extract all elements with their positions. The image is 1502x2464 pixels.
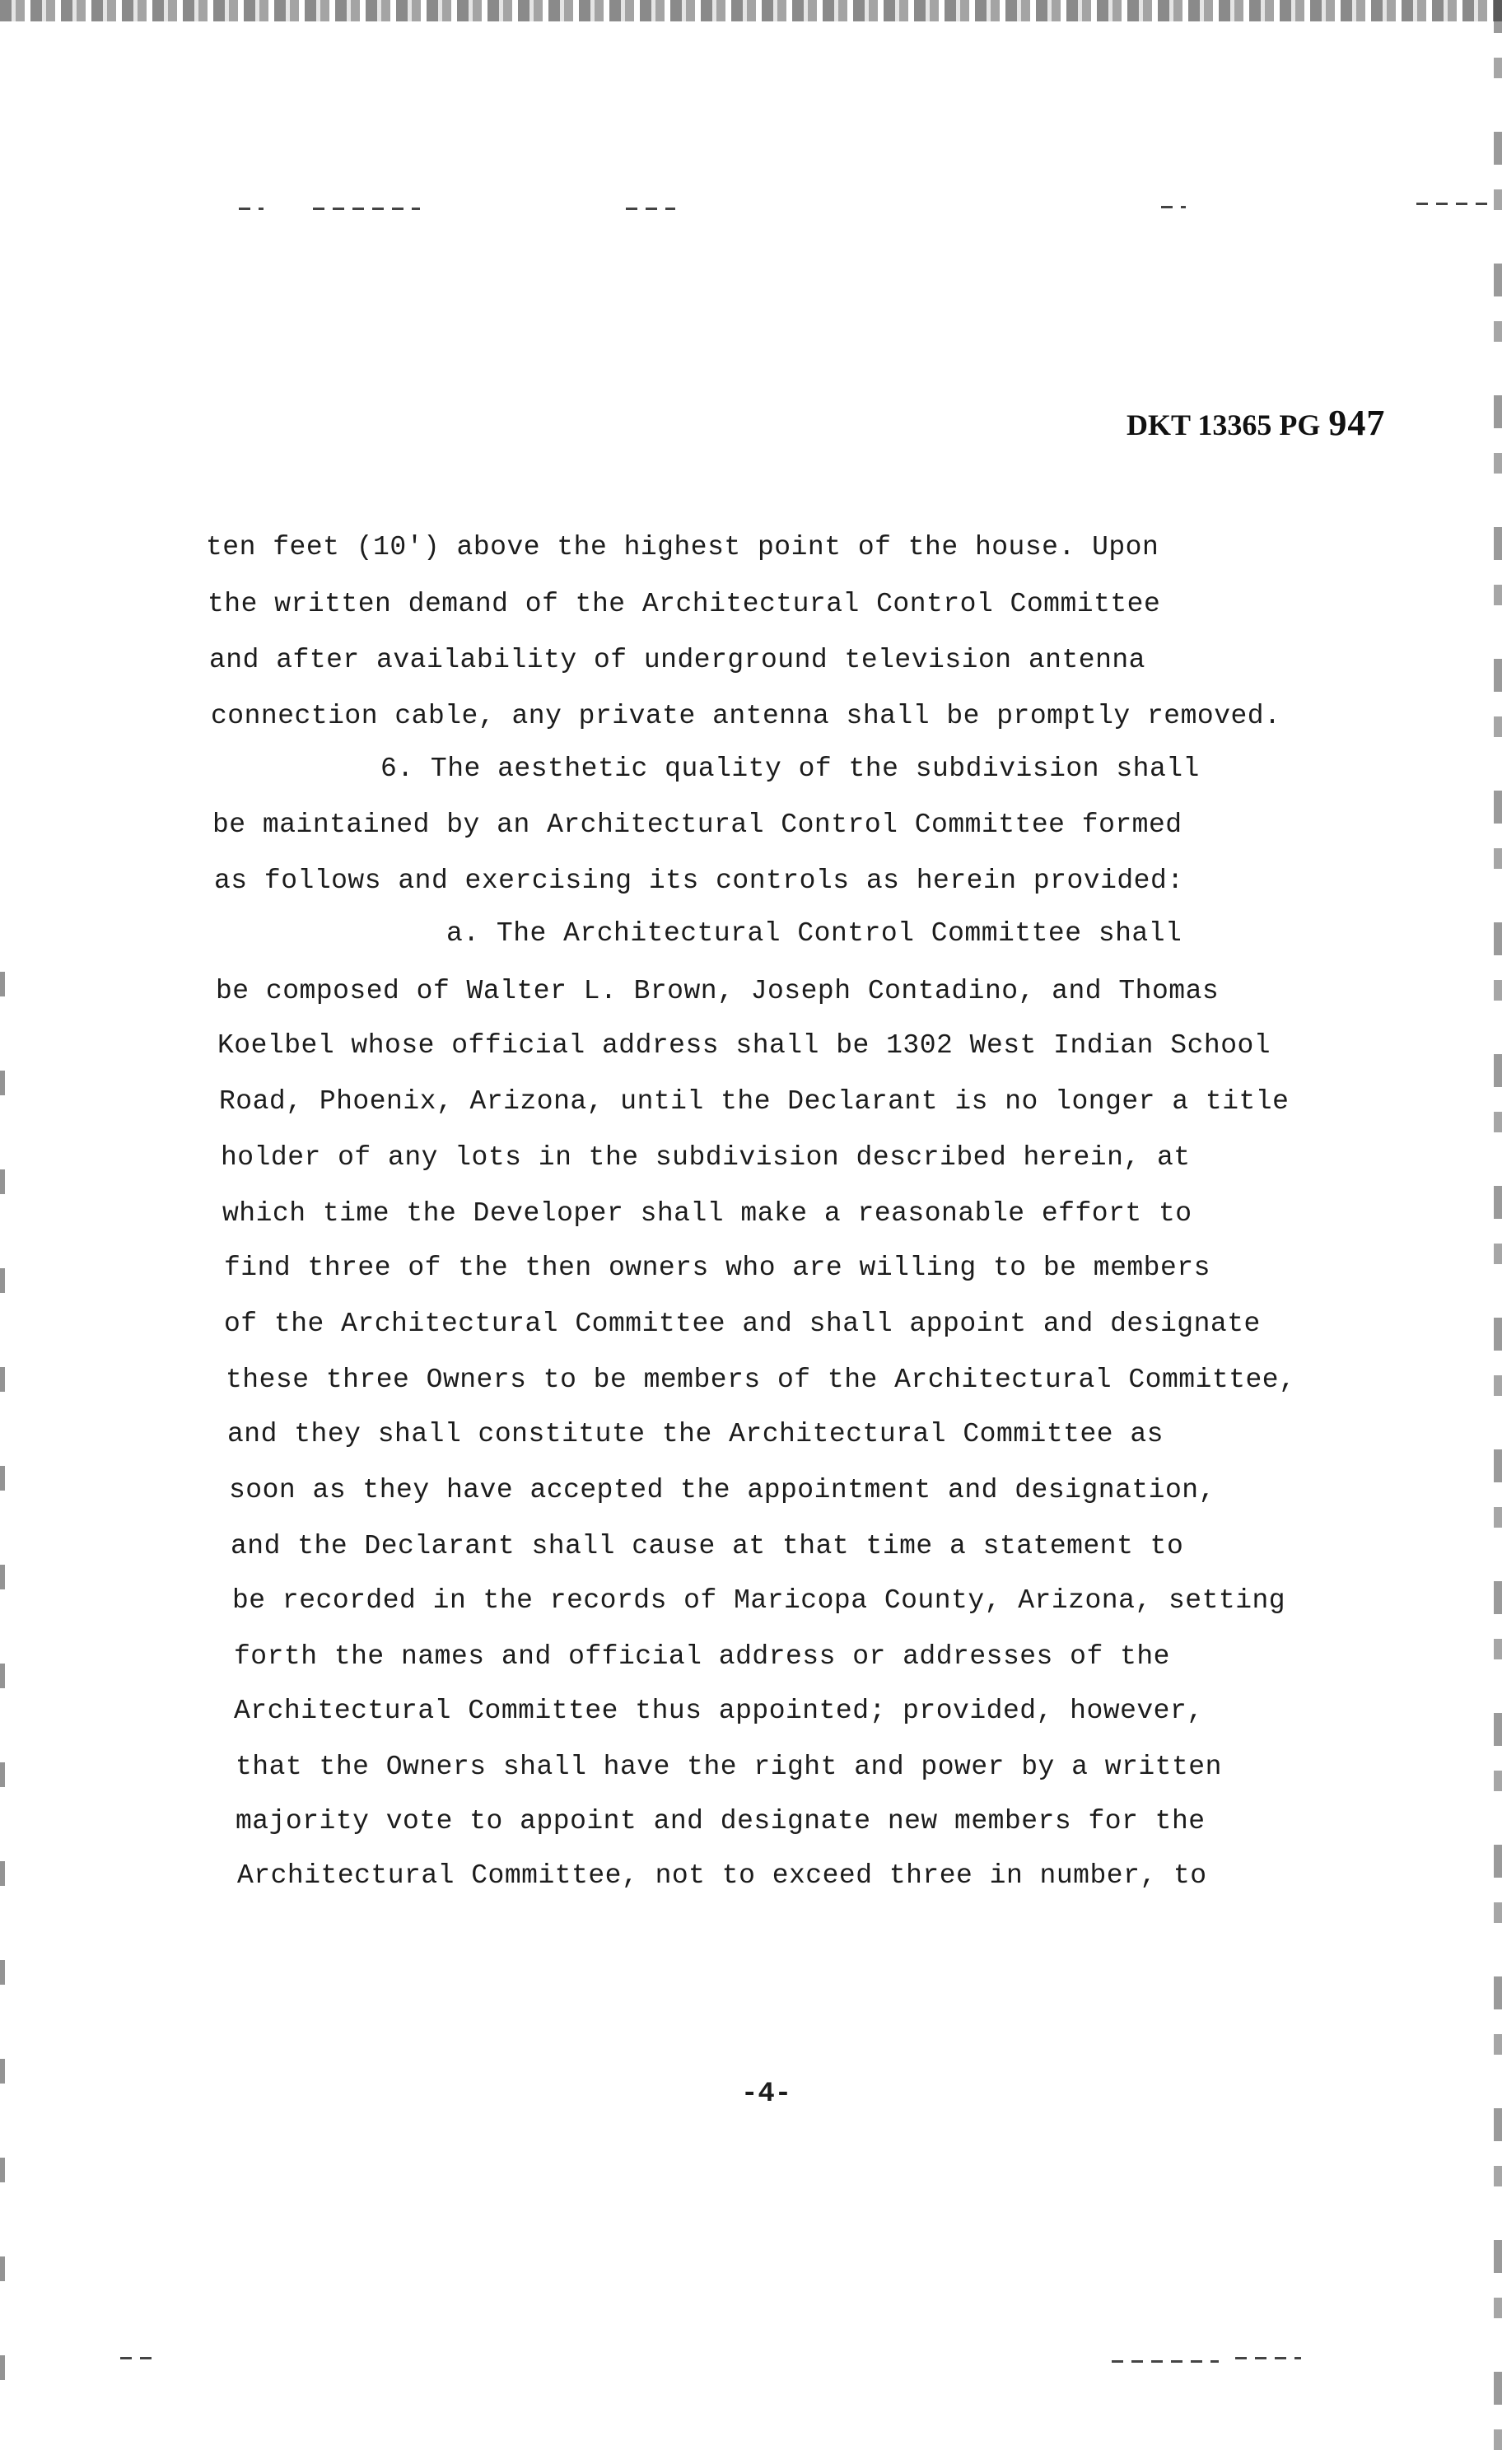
text-line: soon as they have accepted the appointment and designation,: [229, 1475, 1215, 1505]
book-code: DKT 13365 PG: [1126, 408, 1321, 441]
text-line: majority vote to appoint and designate new members for the: [236, 1806, 1206, 1836]
scan-artifact-dash: [1235, 2357, 1301, 2359]
text-line: be recorded in the records of Maricopa County, Arizona, setting: [232, 1585, 1286, 1616]
book-page-number: 947: [1328, 403, 1386, 443]
text-line: and after availability of underground television antenna: [209, 645, 1145, 675]
book-page-reference: [1126, 402, 1385, 444]
text-line: connection cable, any private antenna shall be promptly removed.: [211, 701, 1281, 731]
text-line: which time the Developer shall make a reasonable effort to: [222, 1198, 1192, 1229]
text-line: be composed of Walter L. Brown, Joseph Contadino, and Thomas: [216, 976, 1220, 1006]
text-line: holder of any lots in the subdivision described herein, at: [221, 1142, 1191, 1173]
scan-artifact-dash: [1112, 2360, 1219, 2363]
page-number: -4-: [741, 2079, 792, 2110]
text-line: a. The Architectural Control Committee shall: [446, 918, 1182, 949]
scan-artifact-dash: [120, 2357, 153, 2359]
text-line: be maintained by an Architectural Control Committee formed: [212, 810, 1182, 840]
text-line: and the Declarant shall cause at that time a statement to: [231, 1531, 1184, 1561]
text-line: Architectural Committee thus appointed; provided, however,: [234, 1696, 1204, 1726]
text-line: and they shall constitute the Architectural Committee as: [227, 1419, 1164, 1449]
scan-artifact-dash: [313, 208, 420, 210]
text-line: Architectural Committee, not to exceed three in number, to: [237, 1860, 1207, 1891]
scan-edge-right: [1494, 0, 1502, 2464]
scan-edge-top: [0, 0, 1502, 21]
text-line: Koelbel whose official address shall be 1302 West Indian School: [217, 1030, 1271, 1061]
text-line: these three Owners to be members of the Architectural Committee,: [226, 1365, 1296, 1395]
text-line: that the Owners shall have the right and power by a written: [236, 1752, 1222, 1782]
scan-edge-left: [0, 972, 5, 2454]
text-line: ten feet (10') above the highest point of the house. Upon: [206, 532, 1159, 562]
text-line: Road, Phoenix, Arizona, until the Declarant is no longer a title: [219, 1086, 1290, 1117]
scan-artifact-dash: [626, 208, 675, 210]
scan-artifact-dash: [1416, 203, 1490, 205]
text-line: forth the names and official address or addresses of the: [234, 1641, 1170, 1672]
scan-artifact-dash: [239, 208, 264, 210]
text-line: the written demand of the Architectural Control Committee: [208, 589, 1161, 619]
text-line: as follows and exercising its controls as herein provided:: [214, 866, 1184, 896]
text-line: of the Architectural Committee and shall appoint and designate: [224, 1309, 1261, 1339]
text-line: 6. The aesthetic quality of the subdivision shall: [380, 754, 1200, 784]
scan-artifact-dash: [1161, 206, 1186, 208]
text-line: find three of the then owners who are willing to be members: [224, 1253, 1210, 1283]
